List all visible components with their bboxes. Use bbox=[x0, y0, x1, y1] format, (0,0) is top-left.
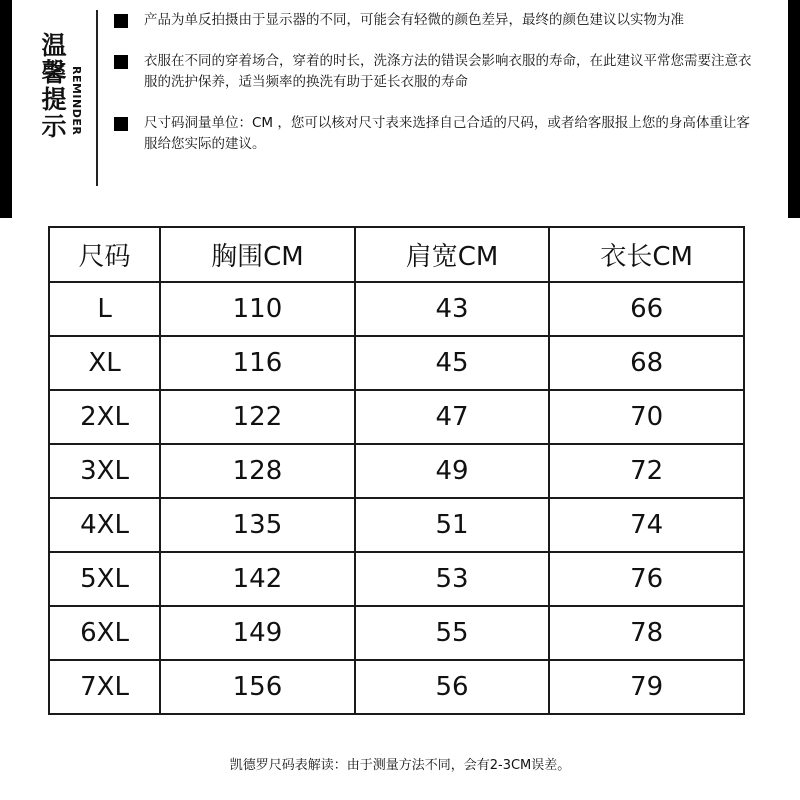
square-bullet-icon bbox=[114, 14, 128, 28]
right-edge-bar bbox=[788, 0, 800, 218]
note-text: 尺寸码洞量单位：CM ，您可以核对尺寸表来选择自己合适的尺码，或者给客服报上您的身高体重让客服给您实际的建议。 bbox=[144, 115, 750, 152]
table-row bbox=[49, 444, 744, 498]
table-row bbox=[49, 606, 744, 660]
cell-size: 3XL bbox=[49, 444, 160, 498]
left-edge-bar bbox=[0, 0, 12, 218]
footer-note: 凯德罗尺码表解读：由于测量方法不同，会有2-3CM误差。 bbox=[229, 758, 571, 773]
header-size: 尺码 bbox=[49, 227, 160, 282]
notes-list bbox=[114, 10, 754, 175]
table-row bbox=[49, 552, 744, 606]
header-length: 衣长CM bbox=[549, 227, 744, 282]
cell-chest: 122 bbox=[160, 390, 355, 444]
square-bullet-icon bbox=[114, 55, 128, 69]
cell-chest: 128 bbox=[160, 444, 355, 498]
cell-chest: 110 bbox=[160, 282, 355, 336]
table-row bbox=[49, 660, 744, 714]
header-chest: 胸围CM bbox=[160, 227, 355, 282]
note-item bbox=[114, 113, 754, 155]
cell-length: 70 bbox=[549, 390, 744, 444]
cell-shoulder: 53 bbox=[355, 552, 550, 606]
header-shoulder: 肩宽CM bbox=[355, 227, 550, 282]
square-bullet-icon bbox=[114, 117, 128, 131]
cell-size: L bbox=[49, 282, 160, 336]
table-row bbox=[49, 336, 744, 390]
cell-shoulder: 56 bbox=[355, 660, 550, 714]
table-row bbox=[49, 390, 744, 444]
cell-length: 78 bbox=[549, 606, 744, 660]
size-table bbox=[48, 226, 745, 715]
cell-chest: 149 bbox=[160, 606, 355, 660]
cell-shoulder: 49 bbox=[355, 444, 550, 498]
cell-shoulder: 47 bbox=[355, 390, 550, 444]
reminder-title: 温馨提示 bbox=[38, 32, 67, 140]
table-row bbox=[49, 498, 744, 552]
note-item bbox=[114, 51, 754, 93]
note-item bbox=[114, 10, 754, 31]
cell-chest: 116 bbox=[160, 336, 355, 390]
cell-shoulder: 43 bbox=[355, 282, 550, 336]
cell-size: XL bbox=[49, 336, 160, 390]
cell-size: 2XL bbox=[49, 390, 160, 444]
cell-chest: 135 bbox=[160, 498, 355, 552]
vertical-divider bbox=[96, 10, 98, 186]
cell-length: 79 bbox=[549, 660, 744, 714]
cell-size: 4XL bbox=[49, 498, 160, 552]
table-row bbox=[49, 282, 744, 336]
cell-size: 6XL bbox=[49, 606, 160, 660]
cell-shoulder: 45 bbox=[355, 336, 550, 390]
cell-size: 5XL bbox=[49, 552, 160, 606]
cell-length: 76 bbox=[549, 552, 744, 606]
cell-shoulder: 51 bbox=[355, 498, 550, 552]
cell-length: 68 bbox=[549, 336, 744, 390]
cell-shoulder: 55 bbox=[355, 606, 550, 660]
cell-length: 74 bbox=[549, 498, 744, 552]
cell-chest: 142 bbox=[160, 552, 355, 606]
cell-size: 7XL bbox=[49, 660, 160, 714]
note-text: 衣服在不同的穿着场合，穿着的时长，洗涤方法的错误会影响衣服的寿命，在此建议平常您需要注意衣服的洗护保养，适当频率的换洗有助于延长衣服的寿命 bbox=[144, 53, 752, 90]
note-text: 产品为单反拍摄由于显示器的不同，可能会有轻微的颜色差异，最终的颜色建议以实物为准 bbox=[144, 12, 684, 28]
table-header-row bbox=[49, 227, 744, 282]
cell-length: 66 bbox=[549, 282, 744, 336]
cell-length: 72 bbox=[549, 444, 744, 498]
cell-chest: 156 bbox=[160, 660, 355, 714]
reminder-title-en: REMINDER bbox=[70, 66, 83, 136]
reminder-header bbox=[38, 18, 96, 188]
